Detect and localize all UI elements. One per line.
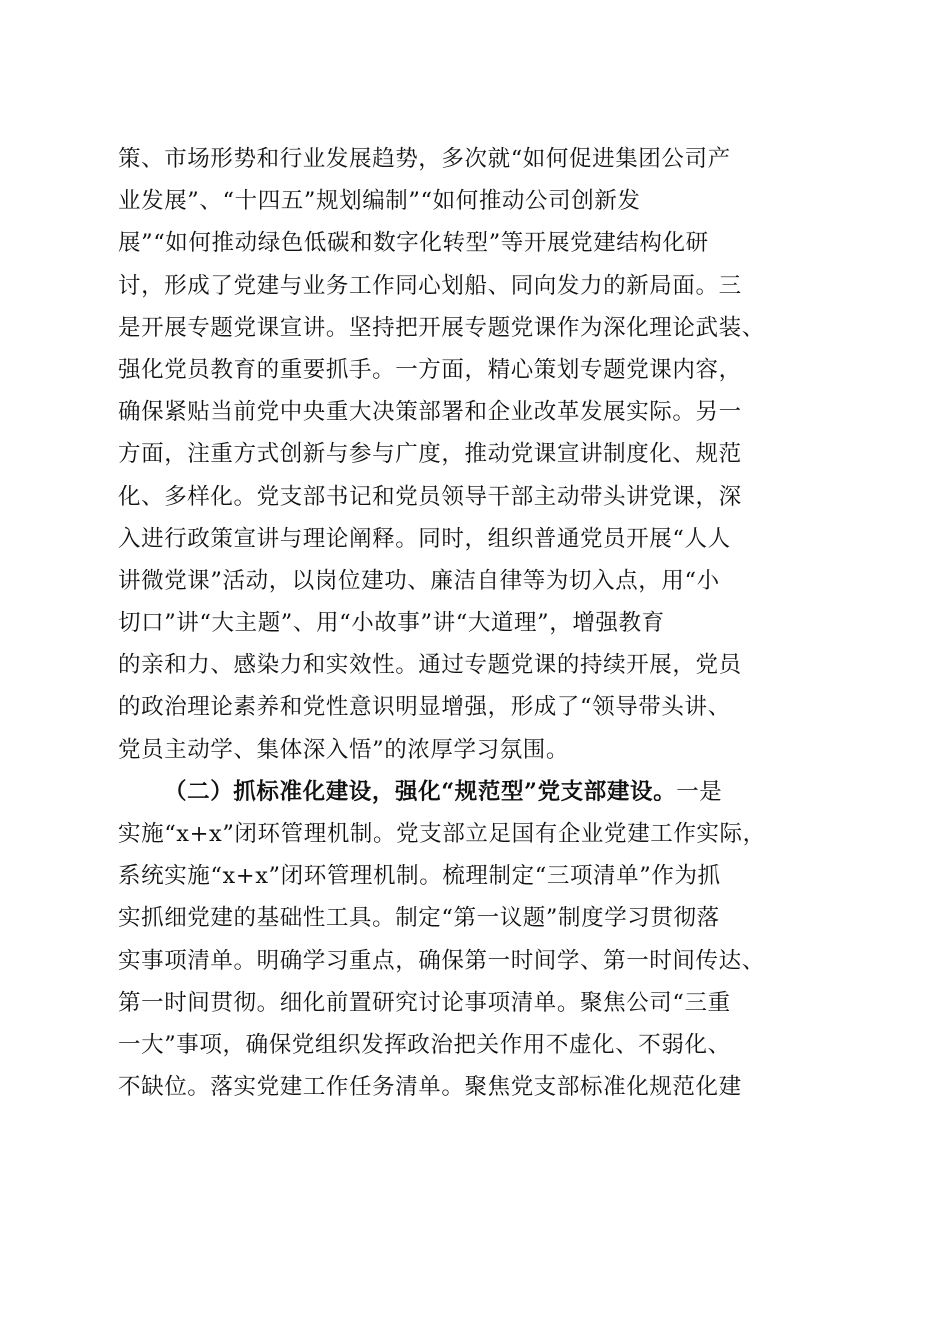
text-line: 一大”事项，确保党组织发挥政治把关作用不虚化、不弱化、 — [118, 1031, 731, 1058]
text-line: 实抓细党建的基础性工具。制定“第一议题”制度学习贯彻落 — [118, 905, 720, 932]
text-line: 确保紧贴当前党中央重大决策部署和企业改革发展实际。另一 — [118, 399, 742, 426]
text-line: 化、多样化。党支部书记和党员领导干部主动带头讲党课，深 — [118, 483, 742, 510]
text-line: 强化党员教育的重要抓手。一方面，精心策划专题党课内容， — [118, 356, 742, 383]
section-heading-line — [118, 771, 838, 813]
text-line: 系统实施“x+x”闭环管理机制。梳理制定“三项清单”作为抓 — [118, 863, 721, 890]
text-line: 实事项清单。明确学习重点，确保第一时间学、第一时间传达、 — [118, 947, 765, 974]
section-heading-continuation: 一是 — [676, 778, 723, 805]
text-line: 入进行政策宣讲与理论阐释。同时，组织普通党员开展“人人 — [118, 525, 731, 552]
document-body — [118, 138, 838, 1108]
text-line: 是开展专题党课宣讲。坚持把开展专题党课作为深化理论武装、 — [118, 314, 765, 341]
text-line: 讨，形成了党建与业务工作同心划船、同向发力的新局面。三 — [118, 272, 742, 299]
text-line: 讲微党课”活动，以岗位建功、廉洁自律等为切入点，用“小 — [118, 567, 720, 594]
text-line: 党员主动学、集体深入悟”的浓厚学习氛围。 — [118, 736, 570, 763]
text-line: 第一时间贯彻。细化前置研究讨论事项清单。聚焦公司“三重 — [118, 989, 731, 1016]
text-line: 不缺位。落实党建工作任务清单。聚焦党支部标准化规范化建 — [118, 1074, 742, 1101]
text-line: 方面，注重方式创新与参与广度，推动党课宣讲制度化、规范 — [118, 441, 742, 468]
section-heading: （二）抓标准化建设，强化“规范型”党支部建设。 — [164, 778, 677, 805]
text-line: 的亲和力、感染力和实效性。通过专题党课的持续开展，党员 — [118, 652, 742, 679]
text-line: 切口”讲“大主题”、用“小故事”讲“大道理”，增强教育 — [118, 610, 665, 637]
text-line: 实施“x+x”闭环管理机制。党支部立足国有企业党建工作实际， — [118, 821, 766, 847]
text-line: 的政治理论素养和党性意识明显增强，形成了“领导带头讲、 — [118, 694, 731, 721]
text-line: 业发展”、“十四五”规划编制”“如何推动公司创新发 — [118, 188, 641, 215]
text-line: 策、市场形势和行业发展趋势，多次就“如何促进集团公司产 — [118, 146, 731, 172]
text-line: 展”“如何推动绿色低碳和数字化转型”等开展党建结构化研 — [118, 230, 709, 257]
